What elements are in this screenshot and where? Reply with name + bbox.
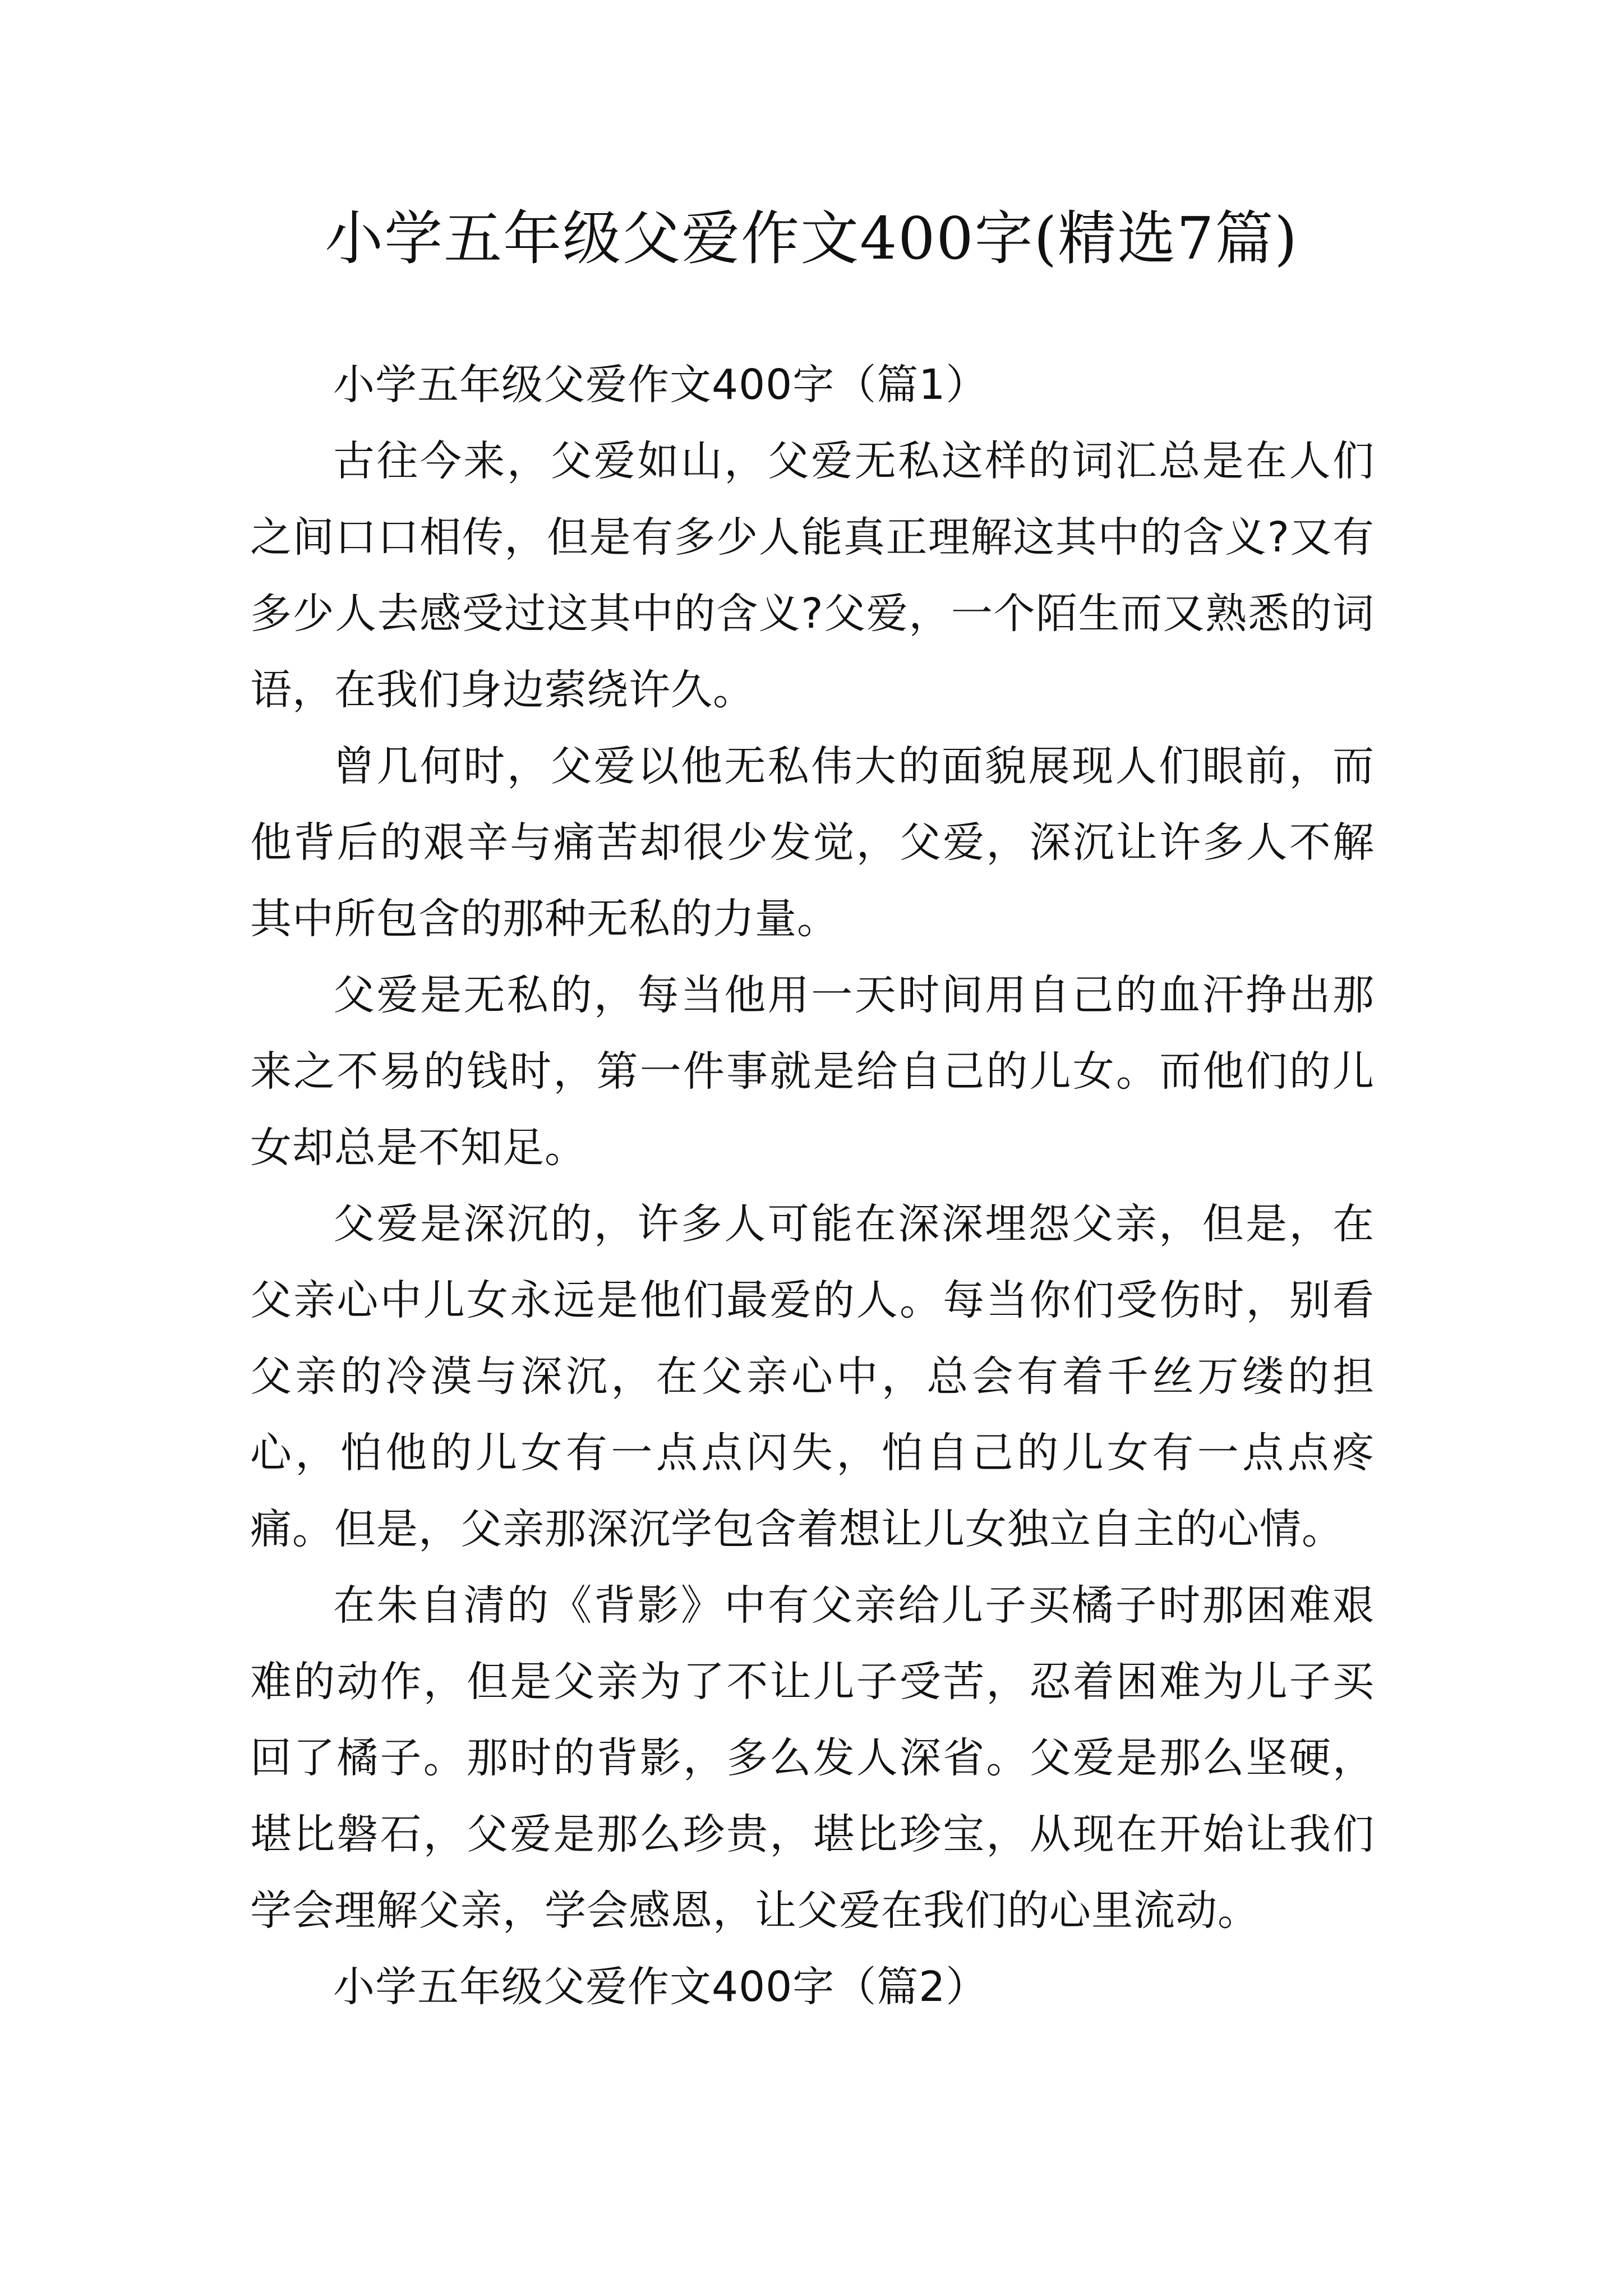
document-body — [250, 347, 1375, 2025]
paragraph: 曾几何时，父爱以他无私伟大的面貌展现人们眼前，而他背后的艰辛与痛苦却很少发觉，父爱，深沉让许多人不解其中所包含的那种无私的力量。 — [250, 742, 1375, 943]
paragraph: 在朱自清的《背影》中有父亲给儿子买橘子时那困难艰难的动作，但是父亲为了不让儿子受苦，忍着困难为儿子买回了橘子。那时的背影，多么发人深省。父爱是那么坚硬，堪比磐石，父爱是那么珍贵，堪比珍宝，从现在开始让我们学会理解父亲，学会感恩，让父爱在我们的心里流动。 — [250, 1581, 1375, 1935]
section-heading-1: 小学五年级父爱作文400字（篇1） — [333, 361, 988, 409]
section-heading-2: 小学五年级父爱作文400字（篇2） — [333, 1963, 988, 2011]
paragraph: 古往今来，父爱如山，父爱无私这样的词汇总是在人们之间口口相传，但是有多少人能真正理解这其中的含义?又有多少人去感受过这其中的含义?父爱，一个陌生而又熟悉的词语，在我们身边萦绕许久。 — [250, 437, 1375, 714]
document-title: 小学五年级父爱作文400字(精选7篇) — [325, 204, 1298, 273]
paragraph: 父爱是无私的，每当他用一天时间用自己的血汗挣出那来之不易的钱时，第一件事就是给自己的儿女。而他们的儿女却总是不知足。 — [250, 971, 1375, 1172]
paragraph: 父爱是深沉的，许多人可能在深深埋怨父亲，但是，在父亲心中儿女永远是他们最爱的人。每当你们受伤时，别看父亲的冷漠与深沉，在父亲心中，总会有着千丝万缕的担心，怕他的儿女有一点点闪失，怕自己的儿女有一点点疼痛。但是，父亲那深沉学包含着想让儿女独立自主的心情。 — [250, 1200, 1375, 1553]
